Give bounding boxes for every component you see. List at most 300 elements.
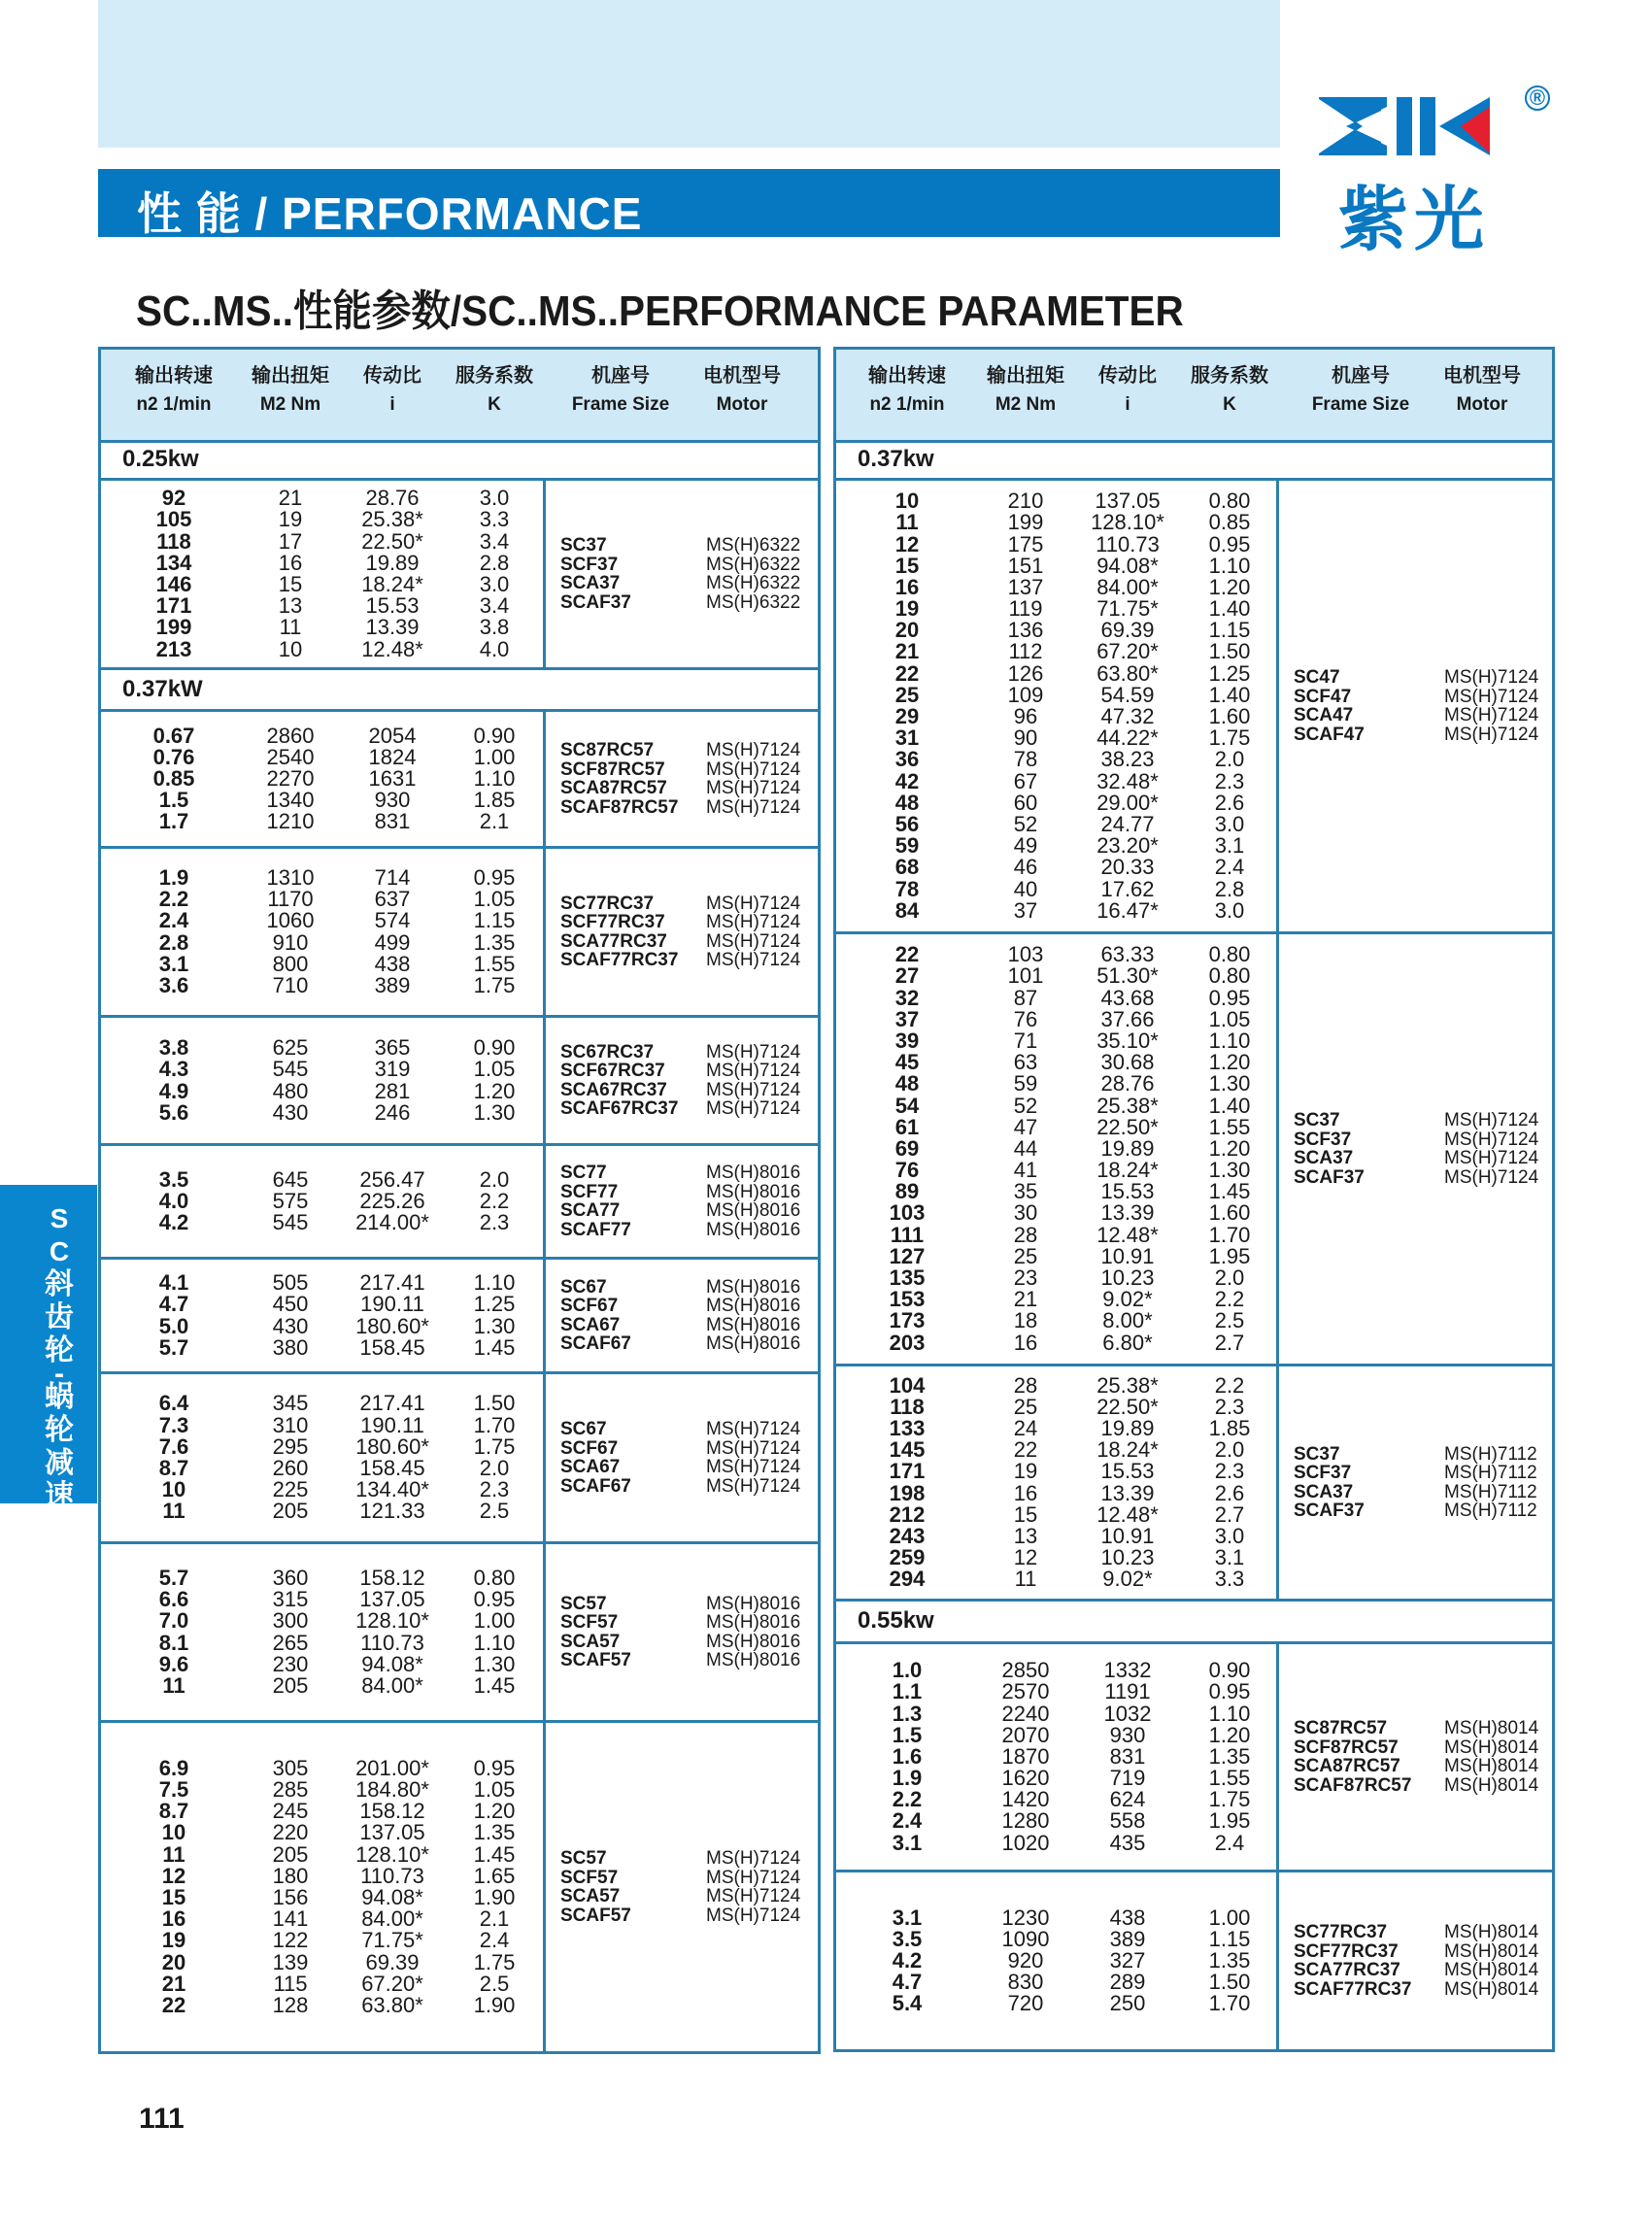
- n2-value: 213: [155, 636, 192, 661]
- model-group: [101, 1260, 818, 1374]
- m2-value: 920: [1007, 1947, 1044, 1973]
- n2-value: 5.6: [158, 1099, 189, 1125]
- column-header-cn: 输出转速: [135, 365, 213, 387]
- m2-value: 2570: [1001, 1679, 1050, 1704]
- motor-model: MS(H)7112: [1444, 1481, 1537, 1502]
- k-value: 2.1: [479, 1906, 510, 1932]
- n2-value: 111: [890, 1222, 925, 1247]
- k-value: 3.3: [479, 507, 510, 532]
- section-title: 性 能 / PERFORMANCE: [137, 188, 643, 239]
- data-rows: [836, 481, 1276, 931]
- motor-model: MS(H)7124: [706, 1419, 801, 1439]
- k-value: 2.2: [1214, 1372, 1245, 1398]
- m2-value: 260: [272, 1456, 309, 1480]
- n2-value: 36: [894, 747, 920, 772]
- ratio-value: 28.76: [365, 486, 420, 511]
- model-group: [836, 934, 1552, 1366]
- table-row: [836, 897, 1276, 923]
- ratio-value: 94.08*: [1096, 553, 1159, 578]
- n2-value: 171: [155, 593, 192, 619]
- column-header-en: i: [389, 394, 395, 415]
- frame-size: SCAF57: [560, 1650, 631, 1670]
- frame-size: SC67: [560, 1419, 607, 1439]
- m2-value: 210: [1007, 489, 1044, 514]
- m2-value: 310: [272, 1412, 309, 1437]
- k-value: 1.85: [473, 788, 516, 813]
- k-value: 0.90: [473, 1035, 516, 1061]
- frame-motor-list: [560, 1374, 808, 1541]
- n2-value: 103: [889, 1200, 926, 1226]
- frame-size: SCF67: [560, 1296, 619, 1316]
- m2-value: 76: [1013, 1006, 1038, 1031]
- m2-value: 13: [1013, 1523, 1038, 1548]
- table-row: [836, 1523, 1276, 1548]
- frame-motor-row: [560, 1887, 808, 1906]
- ratio-value: 389: [374, 972, 411, 997]
- data-rows: [101, 1544, 543, 1720]
- k-value: 2.2: [1214, 1287, 1245, 1312]
- m2-value: 430: [272, 1099, 309, 1125]
- n2-value: 92: [161, 486, 186, 511]
- table-row: [836, 768, 1276, 793]
- k-value: 3.0: [479, 486, 510, 511]
- column-header-en: Motor: [716, 394, 768, 415]
- k-value: 4.0: [479, 636, 510, 661]
- table-row: [836, 811, 1276, 836]
- n2-value: 2.4: [892, 1808, 923, 1834]
- column-header-en: M2 Nm: [995, 394, 1057, 415]
- table-row: [836, 1703, 1276, 1725]
- table-row: [836, 553, 1276, 578]
- table-header: [836, 350, 1552, 443]
- motor-model: MS(H)7124: [706, 1041, 801, 1062]
- m2-value: 1620: [1001, 1766, 1050, 1791]
- k-value: 3.4: [479, 593, 510, 619]
- table-row: [836, 727, 1276, 749]
- motor-model: MS(H)7124: [706, 740, 801, 760]
- model-group: [101, 1146, 818, 1260]
- frame-size: SCA87RC57: [1294, 1756, 1400, 1776]
- ratio-value: 10.91: [1100, 1243, 1155, 1268]
- ratio-value: 17.62: [1100, 876, 1155, 901]
- table-row: [836, 682, 1276, 707]
- k-value: 1.35: [473, 929, 516, 955]
- k-value: 1.00: [1208, 1905, 1251, 1930]
- motor-model: MS(H)8016: [706, 1181, 801, 1202]
- frame-motor-row: [560, 1043, 808, 1062]
- m2-value: 126: [1007, 660, 1044, 686]
- ratio-value: 51.30*: [1096, 963, 1159, 989]
- table-row: [101, 1973, 543, 1995]
- ratio-value: 201.00*: [355, 1755, 429, 1780]
- ratio-value: 25.38*: [361, 507, 423, 532]
- motor-model: MS(H)7124: [1444, 686, 1539, 707]
- frame-size: SC37: [1294, 1110, 1340, 1130]
- ratio-value: 63.33: [1100, 942, 1155, 967]
- table-row: [836, 1394, 1276, 1419]
- k-value: 2.3: [1214, 1394, 1245, 1419]
- frame-size: SC37: [1294, 1443, 1340, 1465]
- frame-motor-row: [560, 1201, 808, 1221]
- top-decorative-band: [98, 0, 1280, 148]
- table-row: [101, 1059, 543, 1080]
- k-value: 2.7: [1214, 1501, 1245, 1527]
- ratio-value: 84.00*: [361, 1906, 423, 1932]
- k-value: 1.60: [1208, 1200, 1251, 1226]
- frame-size: SCAF87RC57: [560, 796, 679, 818]
- ratio-value: 389: [1109, 1926, 1146, 1951]
- data-rows: [101, 1723, 543, 2051]
- ratio-value: 1191: [1104, 1679, 1151, 1704]
- k-value: 2.4: [1214, 855, 1245, 880]
- frame-motor-row: [560, 593, 808, 613]
- data-rows: [836, 1872, 1276, 2049]
- model-group: [836, 1872, 1552, 2049]
- n2-value: 135: [889, 1265, 926, 1291]
- ratio-value: 12.48*: [1096, 1222, 1159, 1247]
- motor-model: MS(H)7124: [706, 1475, 801, 1497]
- k-value: 1.10: [473, 765, 516, 791]
- k-value: 1.15: [473, 908, 516, 933]
- frame-size: SCAF67: [560, 1475, 631, 1497]
- ratio-value: 714: [374, 864, 411, 890]
- m2-value: 1170: [267, 887, 314, 912]
- k-value: 0.95: [473, 1755, 516, 1780]
- n2-value: 39: [894, 1028, 920, 1053]
- motor-model: MS(H)8016: [706, 1631, 801, 1652]
- table-row: [836, 1768, 1276, 1789]
- table-row: [836, 1135, 1276, 1161]
- motor-model: MS(H)7124: [706, 1098, 801, 1119]
- power-section-label: 0.37kw: [836, 440, 1552, 481]
- table-row: [836, 1267, 1276, 1289]
- n2-value: 11: [162, 1672, 185, 1698]
- model-group: [836, 481, 1552, 934]
- k-value: 0.80: [1208, 963, 1251, 989]
- motor-model: MS(H)8014: [1444, 1737, 1539, 1758]
- n2-value: 1.6: [892, 1743, 923, 1769]
- ratio-value: 71.75*: [361, 1928, 423, 1953]
- motor-model: MS(H)7124: [1444, 1129, 1539, 1150]
- frame-motor-row: [560, 1183, 808, 1202]
- motor-model: MS(H)7124: [1444, 1166, 1539, 1188]
- motor-model: MS(H)8016: [706, 1276, 801, 1298]
- n2-value: 133: [889, 1415, 926, 1440]
- ratio-value: 217.41: [359, 1391, 425, 1416]
- n2-value: 4.7: [158, 1292, 189, 1317]
- ratio-value: 128.10*: [355, 1841, 429, 1867]
- m2-value: 52: [1013, 811, 1038, 836]
- n2-value: 105: [155, 507, 192, 532]
- table-row: [101, 1887, 543, 1908]
- table-row: [836, 1332, 1276, 1354]
- page-number: 111: [139, 2103, 185, 2135]
- m2-value: 28: [1013, 1372, 1038, 1398]
- m2-value: 21: [1013, 1287, 1038, 1312]
- table-row: [836, 944, 1276, 965]
- table-row: [836, 1415, 1276, 1440]
- k-value: 2.3: [479, 1477, 510, 1502]
- table-row: [101, 1930, 543, 1951]
- performance-table-left: [98, 347, 821, 2054]
- ratio-value: 19.89: [365, 550, 420, 575]
- motor-model: MS(H)7124: [706, 778, 801, 798]
- ratio-value: 22.50*: [361, 528, 423, 554]
- m2-value: 47: [1013, 1114, 1038, 1139]
- ratio-value: 134.40*: [355, 1477, 429, 1502]
- motor-model: MS(H)7124: [1444, 1148, 1539, 1168]
- motor-model: MS(H)7124: [706, 912, 801, 932]
- column-header-cn: 输出转速: [868, 365, 946, 387]
- frame-size: SCF57: [560, 1867, 619, 1888]
- table-row: [836, 876, 1276, 901]
- ratio-value: 38.23: [1100, 747, 1155, 772]
- k-value: 1.35: [1208, 1743, 1251, 1769]
- frame-motor-row: [1294, 1719, 1542, 1738]
- frame-motor-list: [560, 481, 808, 667]
- n2-value: 89: [894, 1179, 920, 1204]
- n2-value: 12: [894, 531, 920, 556]
- ratio-value: 13.39: [1100, 1480, 1155, 1505]
- n2-value: 68: [894, 855, 920, 880]
- m2-value: 295: [272, 1433, 309, 1459]
- n2-value: 203: [889, 1330, 926, 1355]
- frame-size: SCA37: [560, 573, 621, 593]
- motor-model: MS(H)8014: [1444, 1756, 1539, 1776]
- k-value: 1.55: [473, 951, 516, 976]
- motor-model: MS(H)6322: [706, 535, 801, 556]
- frame-motor-row: [1294, 1445, 1542, 1465]
- frame-size: SCA77RC37: [1294, 1960, 1400, 1980]
- m2-value: 2270: [266, 765, 315, 791]
- ratio-value: 121.33: [359, 1499, 425, 1524]
- table-row: [101, 1565, 543, 1590]
- m2-value: 128: [272, 1992, 309, 2017]
- n2-value: 10: [161, 1477, 186, 1502]
- column-header: [111, 361, 237, 420]
- motor-model: MS(H)8016: [706, 1200, 801, 1221]
- m2-value: 199: [1007, 510, 1044, 535]
- n2-value: 20: [161, 1949, 186, 1974]
- column-header-cn: 服务系数: [1191, 365, 1268, 387]
- n2-value: 21: [894, 639, 920, 664]
- column-header: [553, 361, 689, 420]
- n2-value: 37: [894, 1006, 920, 1031]
- column-header-en: Frame Size: [571, 394, 670, 415]
- motor-model: MS(H)7124: [706, 1457, 801, 1477]
- frame-size: SCF67: [560, 1437, 619, 1459]
- m2-value: 59: [1013, 1071, 1038, 1096]
- zik-logo-icon: [1319, 97, 1523, 155]
- n2-value: 3.6: [158, 972, 189, 997]
- m2-value: 22: [1013, 1437, 1038, 1463]
- frame-size: SCAF57: [560, 1905, 631, 1926]
- n2-value: 134: [155, 550, 192, 575]
- motor-model: MS(H)7124: [1444, 667, 1539, 688]
- m2-value: 78: [1013, 747, 1038, 772]
- m2-value: 2070: [1001, 1722, 1050, 1747]
- frame-motor-row: [560, 1099, 808, 1119]
- ratio-value: 365: [374, 1035, 411, 1061]
- data-rows: [101, 1260, 543, 1371]
- table-row: [836, 1052, 1276, 1073]
- ratio-value: 110.73: [360, 1863, 424, 1888]
- k-value: 1.30: [1208, 1071, 1251, 1096]
- data-rows: [836, 1644, 1276, 1870]
- column-header-en: i: [1125, 394, 1130, 415]
- k-value: 1.30: [473, 1099, 516, 1125]
- ratio-value: 18.24*: [361, 572, 423, 596]
- table-row: [101, 1992, 543, 2017]
- k-value: 2.5: [1214, 1308, 1245, 1333]
- ratio-value: 94.08*: [361, 1651, 423, 1676]
- frame-size: SC77RC37: [1294, 1922, 1388, 1942]
- frame-size: SC57: [560, 1593, 607, 1614]
- n2-value: 11: [162, 1499, 185, 1524]
- table-row: [836, 1907, 1276, 1929]
- model-group: [101, 1018, 818, 1146]
- table-row: [836, 835, 1276, 857]
- n2-value: 1.9: [158, 864, 189, 890]
- m2-value: 450: [272, 1292, 309, 1317]
- table-row: [101, 889, 543, 910]
- motor-model: MS(H)7124: [1444, 724, 1539, 745]
- model-group: [101, 1544, 818, 1723]
- frame-size: SCAF67RC37: [560, 1098, 679, 1119]
- m2-value: 220: [272, 1820, 309, 1845]
- n2-value: 145: [889, 1437, 926, 1463]
- column-header-cn: 输出扭矩: [252, 365, 329, 387]
- ratio-value: 44.22*: [1096, 725, 1159, 751]
- frame-motor-list: [1294, 1366, 1542, 1599]
- ratio-value: 2054: [368, 723, 417, 748]
- table-row: [101, 1188, 543, 1213]
- frame-size: SCF87RC57: [560, 759, 665, 780]
- n2-value: 118: [156, 528, 191, 554]
- n2-value: 22: [161, 1992, 186, 2017]
- k-value: 1.90: [473, 1885, 516, 1909]
- model-group: [836, 1366, 1552, 1602]
- ratio-value: 19.89: [1100, 1415, 1155, 1440]
- frame-size: SC57: [560, 1848, 607, 1869]
- table-row: [101, 1037, 543, 1059]
- table-row: [101, 1212, 543, 1233]
- n2-value: 171: [889, 1459, 926, 1484]
- side-tab-char: 蜗: [45, 1381, 74, 1413]
- data-rows: [101, 1146, 543, 1257]
- ratio-value: 190.11: [360, 1292, 424, 1317]
- k-value: 1.05: [473, 1777, 516, 1803]
- m2-value: 265: [272, 1630, 309, 1655]
- table-row: [836, 749, 1276, 770]
- m2-value: 49: [1013, 833, 1038, 859]
- table-row: [836, 1030, 1276, 1052]
- k-value: 1.30: [473, 1313, 516, 1338]
- n2-value: 29: [894, 704, 920, 728]
- m2-value: 15: [1013, 1501, 1038, 1527]
- n2-value: 5.7: [158, 1334, 189, 1360]
- data-rows: [101, 712, 543, 846]
- motor-model: MS(H)8016: [706, 1219, 801, 1240]
- frame-size: SCAF37: [560, 591, 631, 613]
- data-rows: [836, 1366, 1276, 1599]
- ratio-value: 10.91: [1100, 1523, 1155, 1548]
- frame-size: SCA37: [1294, 1148, 1354, 1168]
- table-row: [101, 509, 543, 530]
- m2-value: 25: [1013, 1394, 1038, 1419]
- k-value: 0.95: [1208, 985, 1251, 1010]
- ratio-value: 438: [1109, 1905, 1146, 1930]
- frame-motor-row: [560, 574, 808, 593]
- m2-value: 63: [1013, 1050, 1038, 1075]
- ratio-value: 22.50*: [1096, 1114, 1159, 1139]
- m2-value: 1230: [1001, 1905, 1050, 1930]
- frame-motor-row: [560, 1613, 808, 1633]
- motor-model: MS(H)7112: [1444, 1443, 1537, 1465]
- n2-value: 6.9: [158, 1755, 189, 1780]
- m2-value: 2860: [266, 723, 315, 748]
- frame-motor-list: [560, 1723, 808, 2051]
- frame-size: SCAF77RC37: [560, 950, 679, 970]
- m2-value: 1020: [1001, 1830, 1050, 1855]
- n2-value: 1.0: [892, 1658, 923, 1683]
- ratio-value: 1032: [1103, 1701, 1152, 1726]
- m2-value: 710: [272, 972, 309, 997]
- k-value: 1.55: [1208, 1114, 1251, 1139]
- table-row: [101, 765, 543, 791]
- k-value: 2.0: [479, 1166, 510, 1192]
- column-header-en: n2 1/min: [869, 394, 945, 415]
- motor-model: MS(H)8014: [1444, 1718, 1539, 1738]
- k-value: 1.70: [1208, 1222, 1251, 1247]
- table-row: [101, 1099, 543, 1125]
- frame-size: SCF77RC37: [1294, 1940, 1399, 1962]
- ratio-value: 23.20*: [1096, 833, 1159, 859]
- column-header-cn: 输出扭矩: [987, 365, 1064, 387]
- k-value: 1.95: [1208, 1808, 1251, 1834]
- k-value: 0.95: [1208, 1679, 1251, 1704]
- table-row: [101, 1294, 543, 1315]
- m2-value: 30: [1013, 1200, 1038, 1226]
- section-title-bar: [98, 169, 1280, 237]
- frame-motor-list: [1294, 1872, 1542, 2049]
- k-value: 3.0: [1214, 1523, 1245, 1548]
- n2-value: 4.7: [892, 1970, 923, 1995]
- frame-motor-list: [560, 712, 808, 846]
- k-value: 1.20: [1208, 1722, 1251, 1747]
- k-value: 3.8: [479, 615, 510, 640]
- m2-value: 60: [1013, 790, 1038, 815]
- ratio-value: 9.02*: [1102, 1567, 1153, 1592]
- table-row: [836, 1947, 1276, 1973]
- ratio-value: 289: [1109, 1970, 1146, 1995]
- m2-value: 112: [1008, 639, 1043, 664]
- m2-value: 139: [272, 1949, 309, 1974]
- ratio-value: 10.23: [1100, 1545, 1155, 1570]
- m2-value: 115: [273, 1971, 308, 1996]
- k-value: 1.10: [473, 1270, 516, 1296]
- k-value: 0.90: [1208, 1658, 1251, 1683]
- k-value: 0.80: [1208, 489, 1251, 514]
- m2-value: 40: [1013, 876, 1038, 901]
- frame-motor-row: [1294, 1168, 1542, 1188]
- frame-motor-row: [560, 1869, 808, 1888]
- ratio-value: 719: [1109, 1766, 1146, 1791]
- m2-value: 19: [1013, 1459, 1038, 1484]
- data-rows: [101, 1374, 543, 1541]
- frame-size: SCA37: [1294, 1481, 1354, 1502]
- table-row: [836, 1789, 1276, 1810]
